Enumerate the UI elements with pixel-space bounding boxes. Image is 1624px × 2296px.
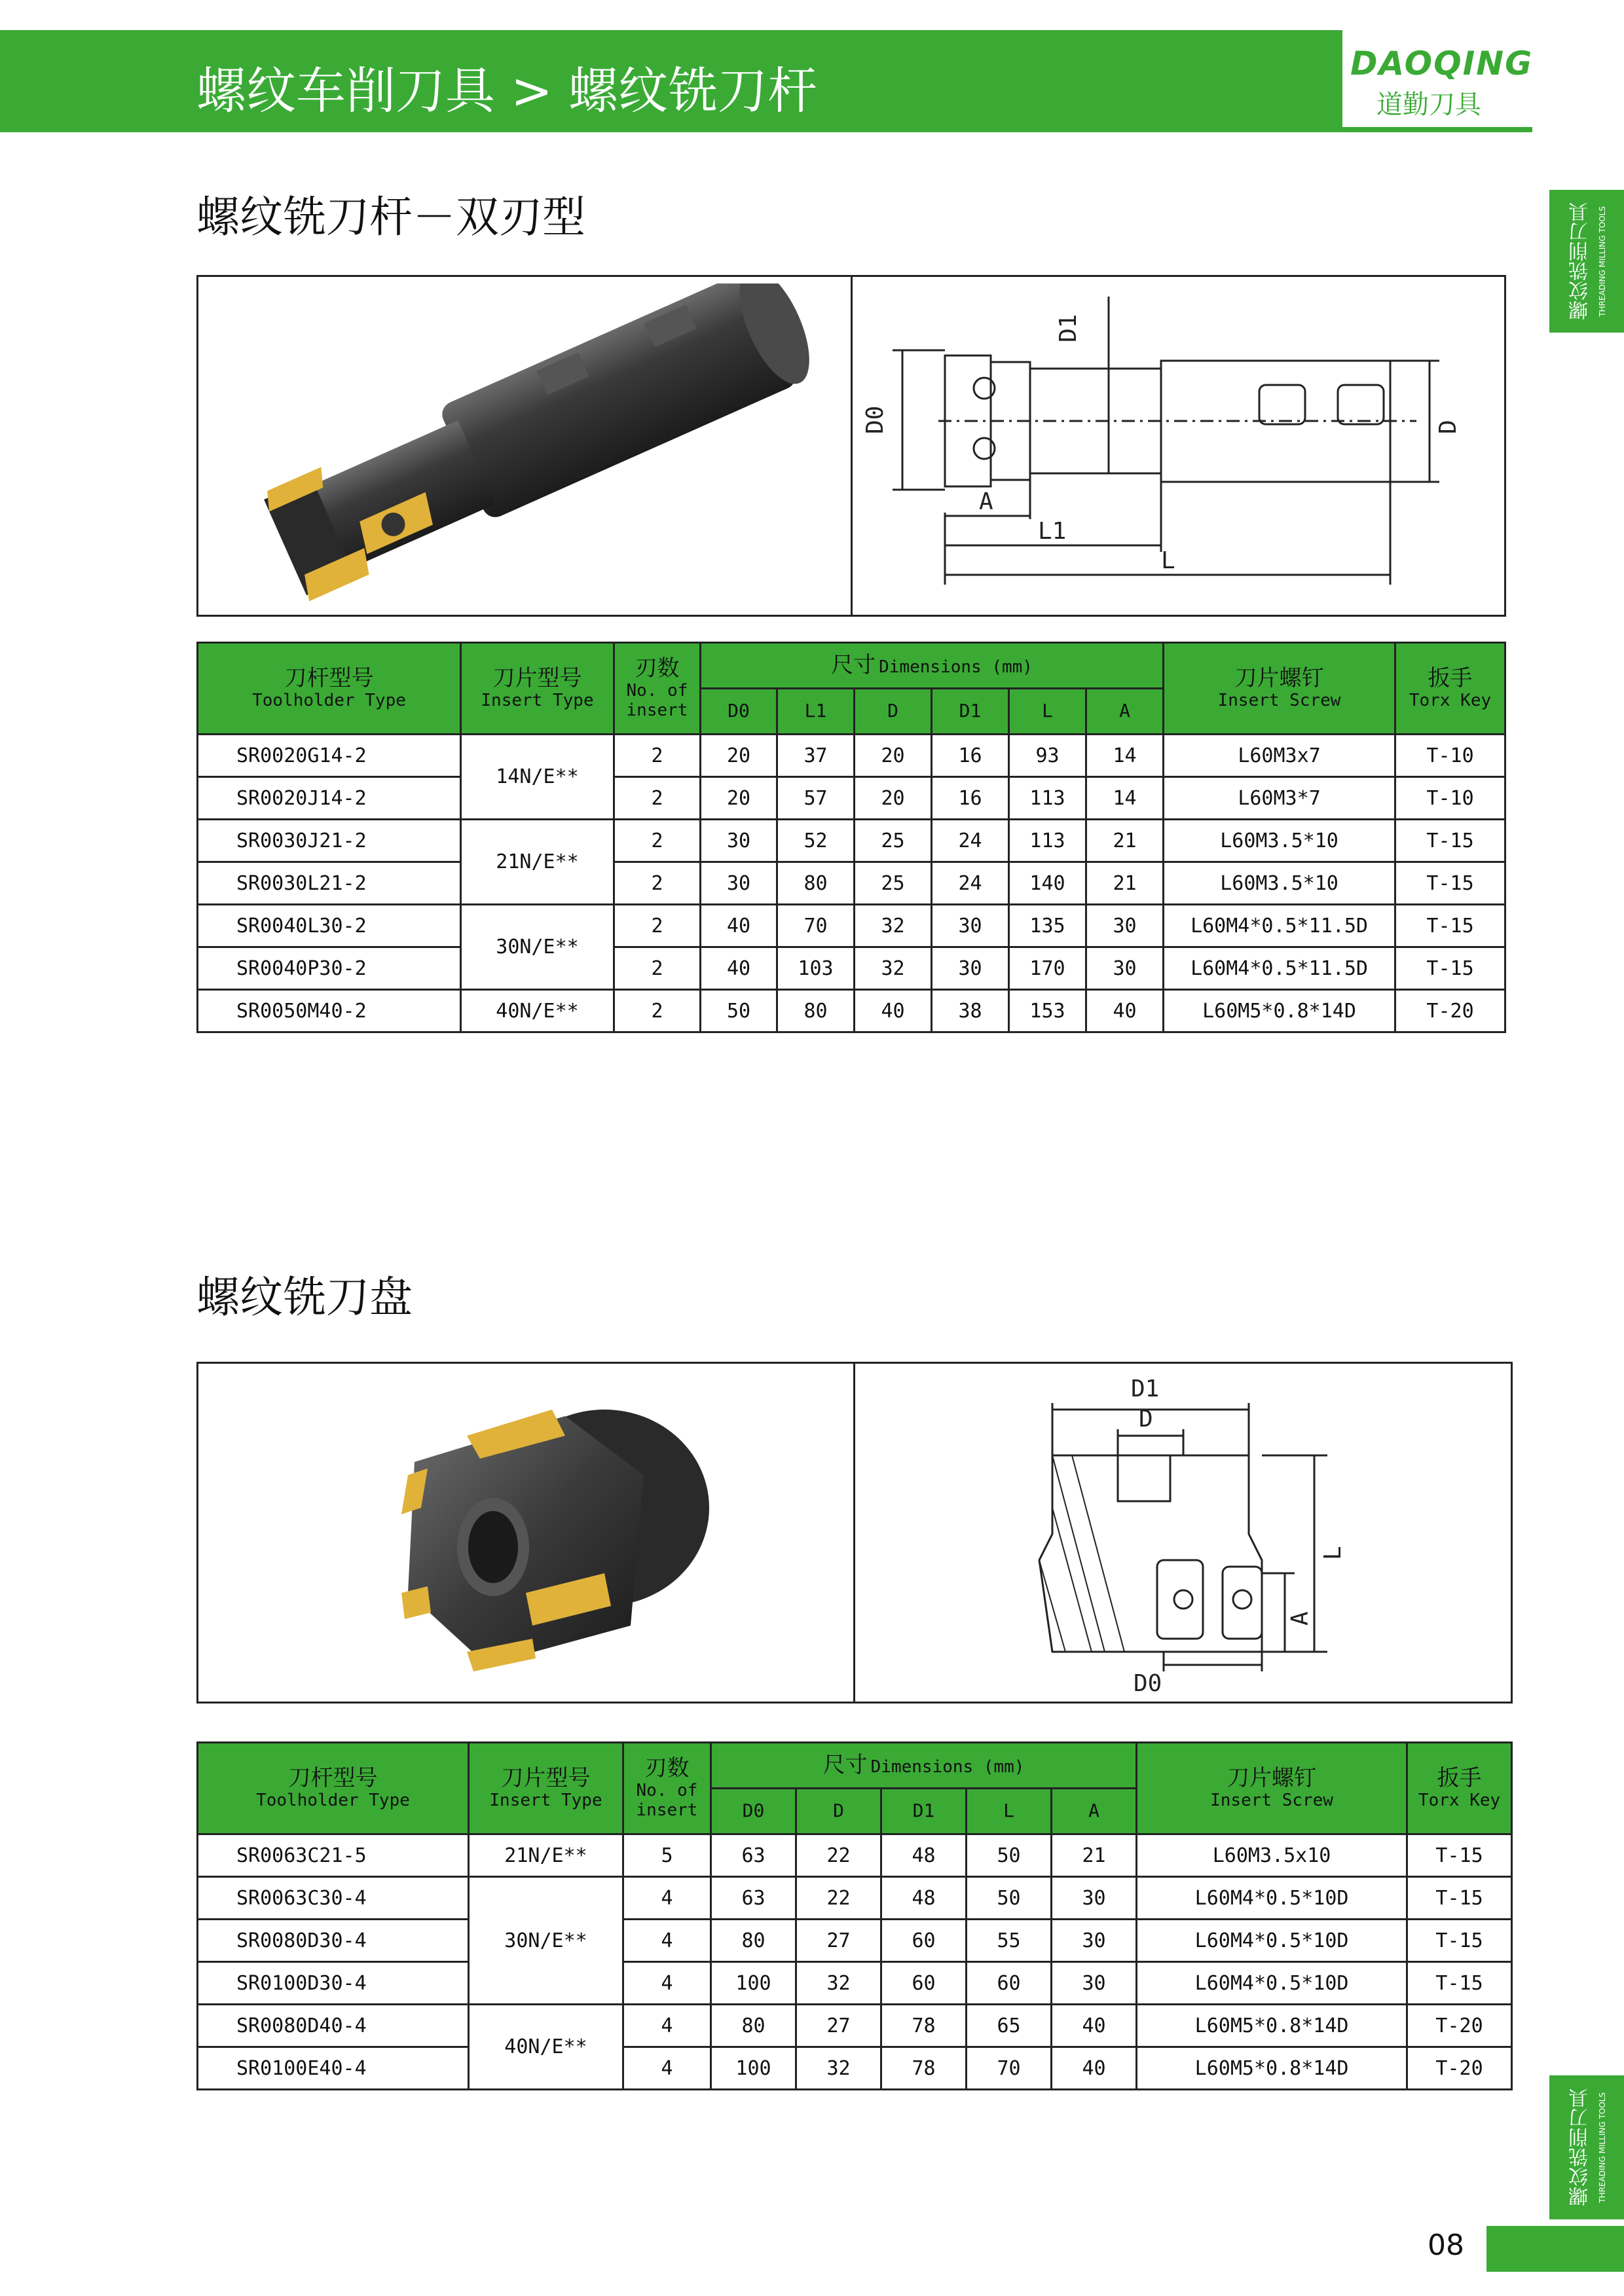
dim-label-A: A bbox=[979, 488, 993, 515]
cell-torx-key: T-15 bbox=[1407, 1920, 1512, 1962]
brand-logo bbox=[1350, 45, 1534, 121]
figure-box-face-mill bbox=[196, 1362, 1513, 1704]
cell-dim-D: 22 bbox=[796, 1834, 881, 1877]
cell-dim-L: 135 bbox=[1009, 905, 1086, 947]
header-title: 螺纹车削刀具 > 螺纹铣刀杆 bbox=[196, 62, 817, 120]
col-header-L1: L1 bbox=[777, 689, 855, 735]
cell-insert-count: 2 bbox=[614, 862, 701, 905]
table-row bbox=[198, 777, 1505, 820]
cell-toolholder-type: SR0040P30-2 bbox=[198, 947, 461, 990]
col-header-insert: 刀片型号 Insert Type bbox=[469, 1743, 623, 1834]
cell-dim-D1: 60 bbox=[881, 1920, 967, 1962]
cell-torx-key: T-15 bbox=[1395, 862, 1505, 905]
cell-dim-A: 30 bbox=[1052, 1920, 1137, 1962]
cell-dim-L: 55 bbox=[967, 1920, 1052, 1962]
cell-dim-D1: 24 bbox=[932, 862, 1009, 905]
cell-dim-A: 40 bbox=[1052, 2005, 1137, 2047]
cell-insert-screw: L60M4*0.5*10D bbox=[1137, 1962, 1407, 2005]
cell-torx-key: T-20 bbox=[1407, 2005, 1512, 2047]
dim-label-A: A bbox=[1287, 1611, 1314, 1626]
cell-dim-L: 70 bbox=[967, 2047, 1052, 2090]
table-row bbox=[198, 1962, 1512, 2005]
cell-dim-L1: 52 bbox=[777, 820, 855, 862]
cell-insert-count: 4 bbox=[623, 2005, 711, 2047]
cell-dim-D: 32 bbox=[796, 2047, 881, 2090]
dim-label-L: L bbox=[1320, 1546, 1346, 1560]
cell-toolholder-type: SR0030L21-2 bbox=[198, 862, 461, 905]
cell-dim-L1: 80 bbox=[777, 990, 855, 1032]
col-header-D: D bbox=[796, 1789, 881, 1834]
table-row bbox=[198, 735, 1505, 777]
figure-divider bbox=[851, 277, 853, 615]
cell-torx-key: T-15 bbox=[1407, 1834, 1512, 1877]
table-row bbox=[198, 2005, 1512, 2047]
cell-dim-L: 153 bbox=[1009, 990, 1086, 1032]
section-title: 螺纹铣刀杆－双刃型 bbox=[196, 192, 585, 242]
table-row bbox=[198, 1920, 1512, 1962]
cell-dim-A: 21 bbox=[1086, 862, 1164, 905]
logo-text-en: DAOQING bbox=[1350, 45, 1534, 82]
cell-insert-screw: L60M3.5*10 bbox=[1164, 820, 1395, 862]
side-tab-label: 螺纹铣削刀具 bbox=[1569, 202, 1592, 320]
cell-dim-D1: 30 bbox=[932, 905, 1009, 947]
cell-insert-type: 30N/E** bbox=[469, 1877, 623, 2005]
col-header-key: 扳手 Torx Key bbox=[1407, 1743, 1512, 1834]
spec-table-shank bbox=[196, 642, 1506, 1033]
cell-toolholder-type: SR0100E40-4 bbox=[198, 2047, 469, 2090]
cell-insert-screw: L60M3x7 bbox=[1164, 735, 1395, 777]
cell-toolholder-type: SR0063C30-4 bbox=[198, 1877, 469, 1920]
cell-toolholder-type: SR0063C21-5 bbox=[198, 1834, 469, 1877]
cell-torx-key: T-10 bbox=[1395, 735, 1505, 777]
cell-torx-key: T-15 bbox=[1395, 820, 1505, 862]
cell-dim-A: 21 bbox=[1052, 1834, 1137, 1877]
cell-dim-D0: 30 bbox=[701, 862, 777, 905]
table-row bbox=[198, 1834, 1512, 1877]
cell-dim-A: 30 bbox=[1052, 1962, 1137, 2005]
cell-dim-L: 60 bbox=[967, 1962, 1052, 2005]
cell-dim-L1: 80 bbox=[777, 862, 855, 905]
page-number-bar bbox=[1486, 2226, 1624, 2272]
cell-toolholder-type: SR0030J21-2 bbox=[198, 820, 461, 862]
cell-insert-type: 14N/E** bbox=[461, 735, 614, 820]
figure-box-shank bbox=[196, 275, 1506, 617]
cell-torx-key: T-20 bbox=[1395, 990, 1505, 1032]
cell-dim-L: 140 bbox=[1009, 862, 1086, 905]
cell-dim-D: 32 bbox=[855, 947, 932, 990]
col-header-count: 刃数 No. of insert bbox=[623, 1743, 711, 1834]
cell-dim-L1: 103 bbox=[777, 947, 855, 990]
cell-insert-count: 4 bbox=[623, 1962, 711, 2005]
cell-insert-screw: L60M4*0.5*11.5D bbox=[1164, 905, 1395, 947]
cell-toolholder-type: SR0050M40-2 bbox=[198, 990, 461, 1032]
cell-insert-type: 21N/E** bbox=[461, 820, 614, 905]
cell-dim-L1: 70 bbox=[777, 905, 855, 947]
dim-label-D1: D1 bbox=[1055, 314, 1082, 342]
side-tab-bottom bbox=[1549, 2075, 1624, 2219]
table-row bbox=[198, 820, 1505, 862]
col-header-screw: 刀片螺钉 Insert Screw bbox=[1137, 1743, 1407, 1834]
col-header-key: 扳手 Torx Key bbox=[1395, 643, 1505, 735]
dim-label-L: L bbox=[1161, 547, 1175, 574]
dim-label-D: D bbox=[1139, 1406, 1153, 1432]
cell-insert-screw: L60M3*7 bbox=[1164, 777, 1395, 820]
spec-table-face-mill bbox=[196, 1741, 1513, 2090]
cell-dim-D: 32 bbox=[855, 905, 932, 947]
cell-insert-count: 2 bbox=[614, 820, 701, 862]
cell-insert-count: 4 bbox=[623, 1920, 711, 1962]
cell-insert-screw: L60M3.5*10 bbox=[1164, 862, 1395, 905]
cell-torx-key: T-20 bbox=[1407, 2047, 1512, 2090]
cell-dim-D: 27 bbox=[796, 2005, 881, 2047]
cell-dim-D1: 16 bbox=[932, 777, 1009, 820]
cell-dim-D: 27 bbox=[796, 1920, 881, 1962]
cell-dim-L: 113 bbox=[1009, 777, 1086, 820]
col-header-insert: 刀片型号 Insert Type bbox=[461, 643, 614, 735]
cell-dim-D1: 16 bbox=[932, 735, 1009, 777]
cell-dim-L1: 37 bbox=[777, 735, 855, 777]
cell-insert-type: 40N/E** bbox=[461, 990, 614, 1032]
end-mill-drawing bbox=[853, 277, 1502, 612]
table-row bbox=[198, 947, 1505, 990]
dim-label-D1: D1 bbox=[1131, 1376, 1160, 1402]
cell-dim-D: 25 bbox=[855, 862, 932, 905]
cell-dim-L: 170 bbox=[1009, 947, 1086, 990]
cell-dim-D1: 78 bbox=[881, 2047, 967, 2090]
cell-insert-count: 5 bbox=[623, 1834, 711, 1877]
table-row bbox=[198, 1877, 1512, 1920]
table-row bbox=[198, 862, 1505, 905]
cell-dim-A: 14 bbox=[1086, 735, 1164, 777]
col-header-D0: D0 bbox=[701, 689, 777, 735]
cell-dim-D0: 20 bbox=[701, 735, 777, 777]
cell-toolholder-type: SR0020J14-2 bbox=[198, 777, 461, 820]
cell-dim-A: 30 bbox=[1086, 947, 1164, 990]
side-tab-label-en: THREADING MILLING TOOLS bbox=[1598, 2092, 1607, 2203]
logo-text-cn: 道勤刀具 bbox=[1376, 90, 1481, 120]
cell-dim-D0: 40 bbox=[701, 947, 777, 990]
col-header-L: L bbox=[1009, 689, 1086, 735]
cell-dim-A: 21 bbox=[1086, 820, 1164, 862]
cell-torx-key: T-15 bbox=[1407, 1877, 1512, 1920]
cell-dim-D1: 60 bbox=[881, 1962, 967, 2005]
col-header-count: 刃数 No. of insert bbox=[614, 643, 701, 735]
cell-dim-D: 40 bbox=[855, 990, 932, 1032]
col-header-D1: D1 bbox=[881, 1789, 967, 1834]
cell-dim-L: 50 bbox=[967, 1877, 1052, 1920]
cell-dim-D0: 100 bbox=[711, 1962, 796, 2005]
cell-insert-screw: L60M5*0.8*14D bbox=[1137, 2005, 1407, 2047]
cell-toolholder-type: SR0100D30-4 bbox=[198, 1962, 469, 2005]
cell-toolholder-type: SR0040L30-2 bbox=[198, 905, 461, 947]
side-tab-top bbox=[1549, 190, 1624, 333]
col-header-L: L bbox=[967, 1789, 1052, 1834]
cell-dim-A: 14 bbox=[1086, 777, 1164, 820]
face-mill-drawing bbox=[856, 1364, 1508, 1699]
cell-toolholder-type: SR0080D40-4 bbox=[198, 2005, 469, 2047]
cell-dim-D: 20 bbox=[855, 777, 932, 820]
cell-dim-A: 30 bbox=[1052, 1877, 1137, 1920]
col-header-D: D bbox=[855, 689, 932, 735]
col-header-D1: D1 bbox=[932, 689, 1009, 735]
face-mill-illustration bbox=[369, 1377, 735, 1691]
cell-dim-D1: 48 bbox=[881, 1877, 967, 1920]
cell-dim-A: 30 bbox=[1086, 905, 1164, 947]
table-row bbox=[198, 990, 1505, 1032]
cell-insert-type: 30N/E** bbox=[461, 905, 614, 990]
table-row bbox=[198, 905, 1505, 947]
cell-dim-A: 40 bbox=[1052, 2047, 1137, 2090]
cell-dim-D: 25 bbox=[855, 820, 932, 862]
cell-dim-D0: 40 bbox=[701, 905, 777, 947]
cell-insert-screw: L60M5*0.8*14D bbox=[1164, 990, 1395, 1032]
cell-insert-screw: L60M3.5x10 bbox=[1137, 1834, 1407, 1877]
cell-insert-screw: L60M4*0.5*11.5D bbox=[1164, 947, 1395, 990]
cell-insert-count: 2 bbox=[614, 990, 701, 1032]
cell-dim-D1: 38 bbox=[932, 990, 1009, 1032]
cell-insert-count: 4 bbox=[623, 1877, 711, 1920]
cell-insert-type: 40N/E** bbox=[469, 2005, 623, 2090]
cell-dim-D0: 50 bbox=[701, 990, 777, 1032]
cell-dim-A: 40 bbox=[1086, 990, 1164, 1032]
section-title: 螺纹铣刀盘 bbox=[196, 1272, 413, 1322]
cell-dim-D: 22 bbox=[796, 1877, 881, 1920]
cell-dim-D0: 63 bbox=[711, 1834, 796, 1877]
header-underline bbox=[0, 127, 1532, 132]
cell-dim-D0: 80 bbox=[711, 1920, 796, 1962]
cell-toolholder-type: SR0020G14-2 bbox=[198, 735, 461, 777]
cell-insert-screw: L60M4*0.5*10D bbox=[1137, 1877, 1407, 1920]
cell-dim-L: 93 bbox=[1009, 735, 1086, 777]
dim-label-D: D bbox=[1435, 420, 1462, 434]
col-header-screw: 刀片螺钉 Insert Screw bbox=[1164, 643, 1395, 735]
cell-insert-count: 2 bbox=[614, 777, 701, 820]
cell-dim-D: 20 bbox=[855, 735, 932, 777]
cell-dim-D1: 48 bbox=[881, 1834, 967, 1877]
figure-divider bbox=[853, 1364, 855, 1702]
cell-insert-screw: L60M5*0.8*14D bbox=[1137, 2047, 1407, 2090]
cell-dim-D1: 24 bbox=[932, 820, 1009, 862]
cell-dim-D0: 30 bbox=[701, 820, 777, 862]
cell-insert-count: 4 bbox=[623, 2047, 711, 2090]
col-header-D0: D0 bbox=[711, 1789, 796, 1834]
cell-dim-L: 113 bbox=[1009, 820, 1086, 862]
cell-dim-D1: 30 bbox=[932, 947, 1009, 990]
cell-dim-D1: 78 bbox=[881, 2005, 967, 2047]
cell-dim-D0: 20 bbox=[701, 777, 777, 820]
col-header-A: A bbox=[1086, 689, 1164, 735]
dim-label-D0: D0 bbox=[862, 405, 889, 434]
cell-dim-L: 50 bbox=[967, 1834, 1052, 1877]
cell-torx-key: T-15 bbox=[1407, 1962, 1512, 2005]
cell-insert-type: 21N/E** bbox=[469, 1834, 623, 1877]
cell-toolholder-type: SR0080D30-4 bbox=[198, 1920, 469, 1962]
dim-label-D0: D0 bbox=[1134, 1670, 1162, 1697]
cell-dim-D: 32 bbox=[796, 1962, 881, 2005]
cell-insert-count: 2 bbox=[614, 947, 701, 990]
cell-insert-screw: L60M4*0.5*10D bbox=[1137, 1920, 1407, 1962]
table-row bbox=[198, 2047, 1512, 2090]
side-tab-label: 螺纹铣削刀具 bbox=[1569, 2088, 1592, 2206]
cell-dim-L: 65 bbox=[967, 2005, 1052, 2047]
dim-label-L1: L1 bbox=[1038, 518, 1067, 545]
cell-torx-key: T-10 bbox=[1395, 777, 1505, 820]
col-header-A: A bbox=[1052, 1789, 1137, 1834]
cell-dim-L1: 57 bbox=[777, 777, 855, 820]
cell-insert-count: 2 bbox=[614, 735, 701, 777]
col-header-dimensions: 尺寸 Dimensions (mm) bbox=[711, 1743, 1137, 1789]
cell-dim-D0: 80 bbox=[711, 2005, 796, 2047]
side-tab-label-en: THREADING MILLING TOOLS bbox=[1598, 206, 1607, 317]
col-header-dimensions: 尺寸 Dimensions (mm) bbox=[701, 643, 1164, 689]
page-number: 08 bbox=[1428, 2229, 1464, 2262]
cell-insert-count: 2 bbox=[614, 905, 701, 947]
col-header-toolholder: 刀杆型号 Toolholder Type bbox=[198, 643, 461, 735]
cell-torx-key: T-15 bbox=[1395, 905, 1505, 947]
cell-dim-D0: 100 bbox=[711, 2047, 796, 2090]
cell-dim-D0: 63 bbox=[711, 1877, 796, 1920]
col-header-toolholder: 刀杆型号 Toolholder Type bbox=[198, 1743, 469, 1834]
cell-torx-key: T-15 bbox=[1395, 947, 1505, 990]
end-mill-illustration bbox=[225, 283, 827, 604]
